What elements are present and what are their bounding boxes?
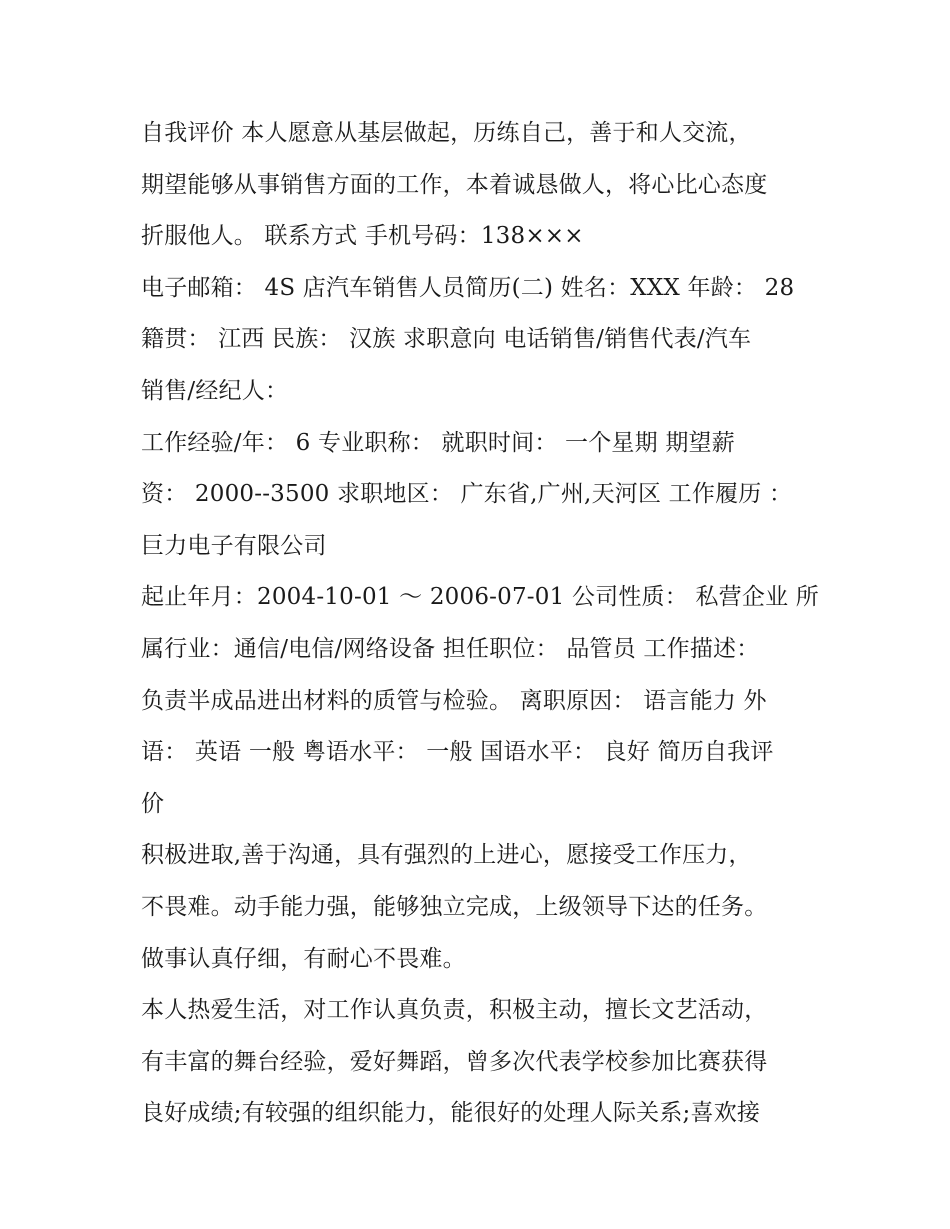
text-line: 语： 英语 一般 粤语水平： 一般 国语水平： 良好 简历自我评 bbox=[141, 739, 774, 766]
text-line: 价 bbox=[141, 790, 165, 817]
text-line: 期望能够从事销售方面的工作，本着诚恳做人，将心比心态度 bbox=[141, 171, 768, 198]
document-body bbox=[141, 108, 821, 1140]
text-line: 不畏难。动手能力强，能够独立完成，上级领导下达的任务。 bbox=[141, 893, 768, 920]
text-line: 本人热爱生活，对工作认真负责，积极主动，擅长文艺活动， bbox=[141, 997, 768, 1024]
text-line: 电子邮箱： 4S 店汽车销售人员简历(二) 姓名：XXX 年龄： 28 bbox=[141, 274, 795, 301]
text-line: 销售/经纪人： bbox=[141, 377, 289, 404]
text-line: 巨力电子有限公司 bbox=[141, 532, 327, 559]
text-line: 良好成绩;有较强的组织能力，能很好的处理人际关系;喜欢接 bbox=[141, 1100, 761, 1127]
text-line: 做事认真仔细，有耐心不畏难。 bbox=[141, 945, 466, 972]
text-line: 籍贯： 江西 民族： 汉族 求职意向 电话销售/销售代表/汽车 bbox=[141, 326, 752, 353]
text-line: 折服他人。 联系方式 手机号码：138××× bbox=[141, 223, 584, 250]
text-line: 工作经验/年： 6 专业职称： 就职时间： 一个星期 期望薪 bbox=[141, 429, 735, 456]
text-line: 积极进取,善于沟通，具有强烈的上进心，愿接受工作压力， bbox=[141, 842, 752, 869]
text-line: 起止年月：2004-10-01 ～ 2006-07-01 公司性质： 私营企业 所 bbox=[141, 584, 819, 611]
text-line: 自我评价 本人愿意从基层做起，历练自己，善于和人交流， bbox=[141, 120, 752, 146]
text-line: 属行业：通信/电信/网络设备 担任职位： 品管员 工作描述： bbox=[141, 635, 760, 662]
text-line: 有丰富的舞台经验，爱好舞蹈，曾多次代表学校参加比赛获得 bbox=[141, 1048, 768, 1075]
text-line: 负责半成品进出材料的质管与检验。 离职原因： 语言能力 外 bbox=[141, 687, 767, 714]
text-line: 资： 2000--3500 求职地区： 广东省,广州,天河区 工作履历 ： bbox=[141, 481, 793, 508]
